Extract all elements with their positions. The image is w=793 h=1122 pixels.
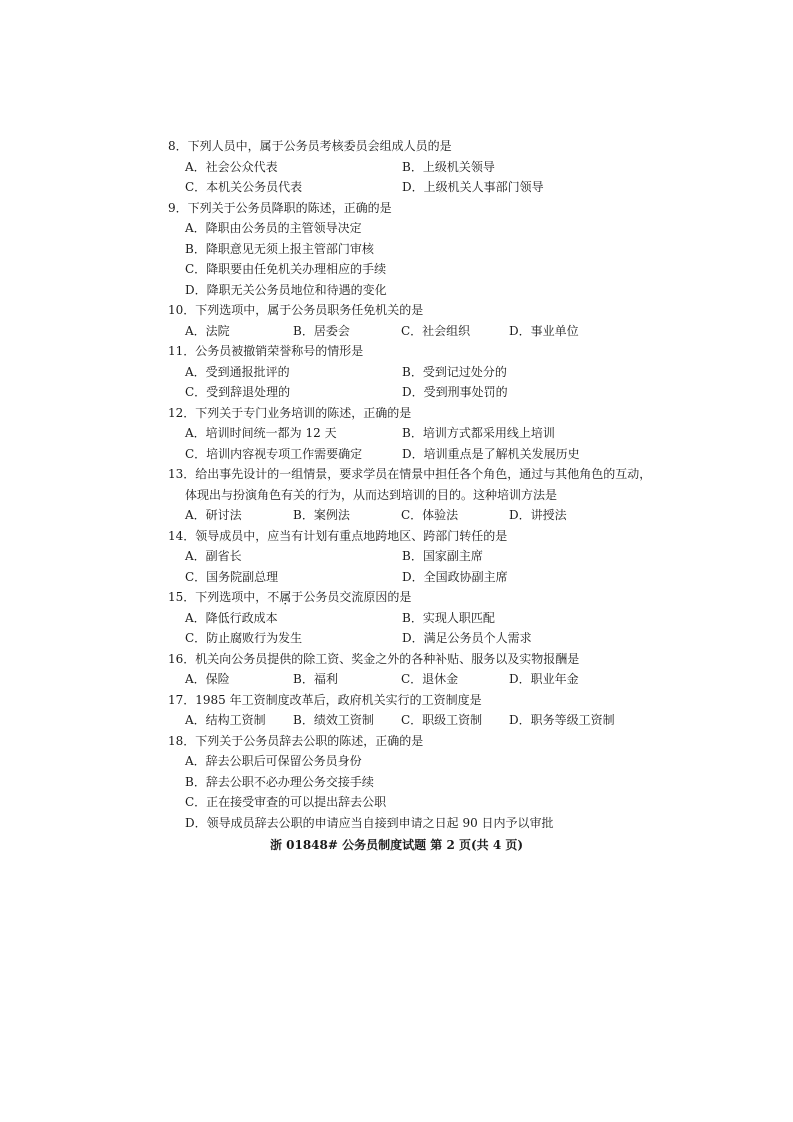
- question-9-stem: 9．下列关于公务员降职的陈述，正确的是: [168, 200, 392, 215]
- question-13-stem-continued: 体现出与扮演角色有关的行为，从而达到培训的目的。这种培训方法是: [185, 487, 558, 502]
- option: B．上级机关领导: [402, 159, 495, 174]
- option: B．国家副主席: [402, 549, 483, 563]
- option: D．满足公务员个人需求: [402, 631, 532, 645]
- question-11-stem: 11．公务员被撤销荣誉称号的情形是: [168, 344, 364, 358]
- option: B．绩效工资制: [293, 713, 374, 727]
- option: A．降低行政成本: [185, 610, 278, 625]
- option: C．防止腐败行为发生: [185, 631, 303, 645]
- option: B．福利: [293, 672, 338, 686]
- option: D．全国政协副主席: [402, 569, 508, 584]
- question-8-options-row2: [168, 177, 638, 198]
- question-17-options: [168, 710, 638, 731]
- option: B．降职意见无须上报主管部门审核: [185, 241, 374, 256]
- question-15-options-row2: [168, 628, 638, 649]
- option: A．副省长: [185, 549, 242, 563]
- option: D．讲授法: [509, 508, 567, 522]
- question-10-stem: 10．下列选项中，属于公务员职务任免机关的是: [168, 303, 424, 317]
- question-8-stem: 8．下列人员中，属于公务员考核委员会组成人员的是: [168, 139, 452, 153]
- option: C．体验法: [401, 508, 459, 522]
- question-8-options-row1: [168, 157, 638, 178]
- option: D．职业年金: [509, 672, 579, 686]
- option: A．法院: [185, 323, 230, 338]
- question-15-options-row1: [168, 608, 638, 629]
- option: C．培训内容视专项工作需要确定: [185, 446, 363, 461]
- option: C．退休金: [401, 672, 459, 686]
- question-list: [168, 136, 652, 833]
- option: D．领导成员辞去公职的申请应当自接到申请之日起 90 日内予以审批: [185, 815, 554, 830]
- option: A．社会公众代表: [185, 159, 278, 174]
- option: B．实现人职匹配: [402, 610, 495, 625]
- question-16-options: [168, 669, 638, 690]
- question-17-stem: 17．1985 年工资制度改革后，政府机关实行的工资制度是: [168, 692, 482, 707]
- option: C．降职要由任免机关办理相应的手续: [185, 262, 387, 276]
- question-13-stem: 13．给出事先设计的一组情景，要求学员在情景中担任各个角色，通过与其他角色的互动，: [168, 467, 652, 481]
- option: D．上级机关人事部门领导: [402, 180, 544, 194]
- emphasis-text: 不属于: [267, 590, 304, 604]
- option: A．研讨法: [185, 508, 242, 522]
- question-15-stem: 15．下列选项中，不属于公务员交流原因的是: [168, 590, 412, 604]
- option: B．受到记过处分的: [402, 364, 507, 379]
- question-18-stem: 18．下列关于公务员辞去公职的陈述，正确的是: [168, 733, 424, 748]
- option: C．本机关公务员代表: [185, 180, 303, 194]
- question-14-stem: 14．领导成员中，应当有计划有重点地跨地区、跨部门转任的是: [168, 528, 508, 543]
- option: A．辞去公职后可保留公务员身份: [185, 754, 362, 768]
- question-13-options: [168, 505, 638, 526]
- option: C．社会组织: [401, 323, 471, 338]
- option: D．职务等级工资制: [509, 713, 615, 727]
- option: B．案例法: [293, 508, 350, 522]
- option: C．受到辞退处理的: [185, 385, 291, 399]
- option: B．辞去公职不必办理公务交接手续: [185, 774, 374, 789]
- question-12-options-row2: [168, 444, 638, 465]
- option: D．培训重点是了解机关发展历史: [402, 446, 580, 461]
- option: C．职级工资制: [401, 713, 483, 727]
- option: A．受到通报批评的: [185, 364, 290, 379]
- question-10-options: [168, 321, 638, 342]
- question-12-options-row1: [168, 423, 638, 444]
- question-12-stem: 12．下列关于专门业务培训的陈述，正确的是: [168, 405, 412, 420]
- option: A．保险: [185, 672, 230, 686]
- option: D．降职无关公务员地位和待遇的变化: [185, 282, 387, 297]
- option: D．受到刑事处罚的: [402, 385, 508, 399]
- question-11-options-row2: [168, 382, 638, 403]
- question-11-options-row1: [168, 362, 638, 383]
- option: D．事业单位: [509, 323, 579, 338]
- option: C．国务院副总理: [185, 569, 279, 584]
- option: A．培训时间统一都为 12 天: [185, 426, 337, 440]
- question-16-stem: 16．机关向公务员提供的除工资、奖金之外的各种补贴、服务以及实物报酬是: [168, 651, 580, 666]
- question-14-options-row2: [168, 567, 638, 588]
- option: B．培训方式都采用线上培训: [402, 426, 555, 440]
- option: C．正在接受审查的可以提出辞去公职: [185, 795, 387, 809]
- option: A．降职由公务员的主管领导决定: [185, 221, 362, 235]
- option: A．结构工资制: [185, 713, 266, 727]
- page-footer: 浙 01848# 公务员制度试题 第 2 页(共 4 页): [269, 838, 524, 852]
- option: B．居委会: [293, 323, 350, 338]
- question-14-options-row1: [168, 546, 638, 567]
